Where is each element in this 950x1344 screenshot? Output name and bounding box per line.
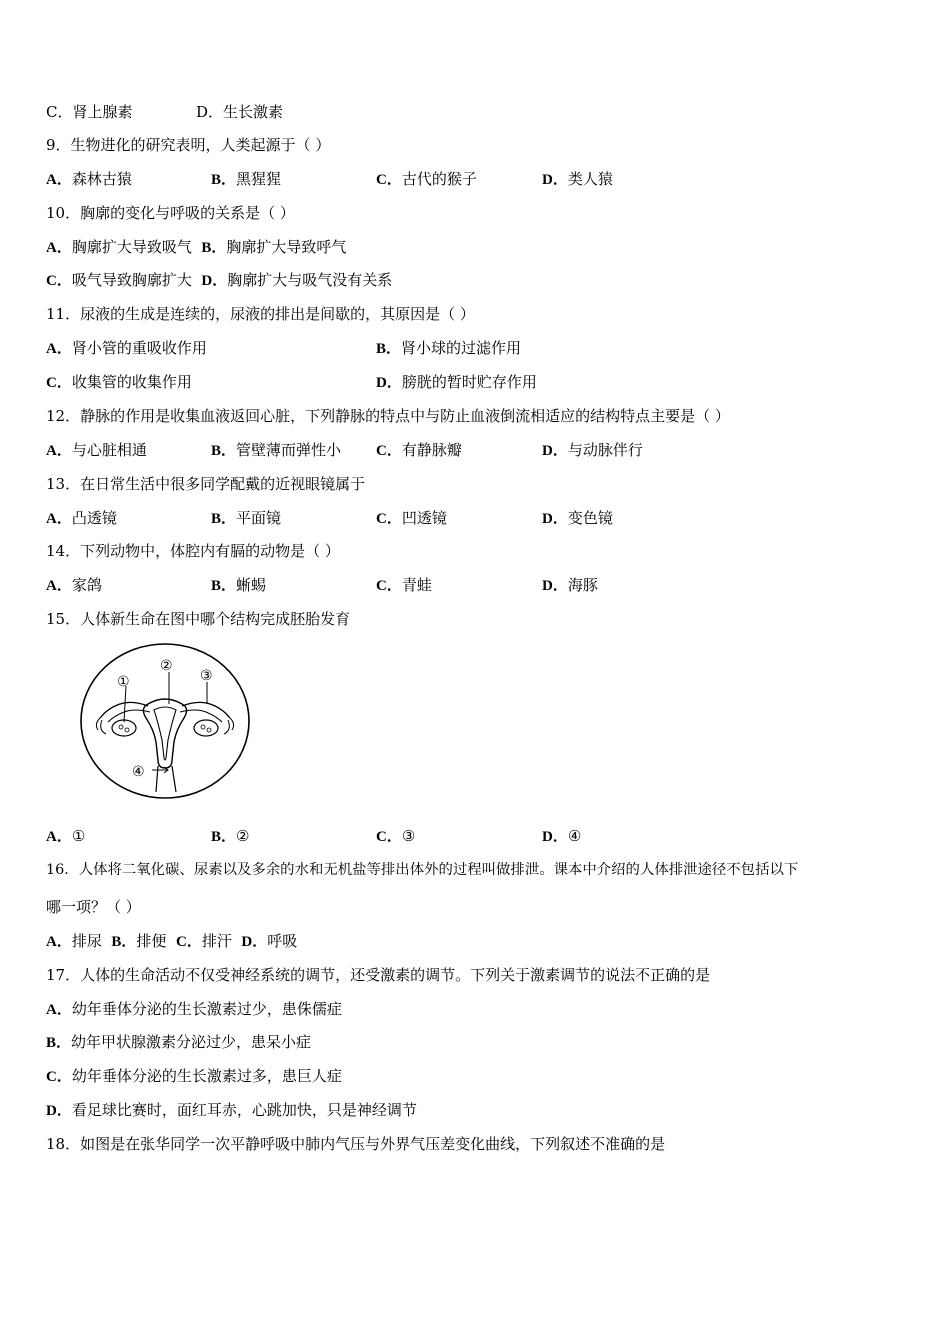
diagram-label-3: ③ xyxy=(200,668,213,684)
q17-option-a: A．幼年垂体分泌的生长激素过少，患侏儒症 xyxy=(46,1000,342,1018)
q10-stem: 10．胸廓的变化与呼吸的关系是（ ） xyxy=(46,204,295,222)
q11-option-d: D．膀胱的暂时贮存作用 xyxy=(376,373,537,391)
q15-stem: 15．人体新生命在图中哪个结构完成胚胎发育 xyxy=(46,610,351,628)
q17-option-b: B．幼年甲状腺激素分泌过少，患呆小症 xyxy=(46,1033,312,1051)
q10-option-row1: A．胸廓扩大导致吸气 B．胸廓扩大导致呼气 xyxy=(46,238,347,256)
q11-option-a: A．肾小管的重吸收作用 xyxy=(46,339,207,357)
q14-option-d: D．海豚 xyxy=(542,576,598,594)
q13-option-a: A．凸透镜 xyxy=(46,509,117,527)
q12-option-a: A．与心脏相通 xyxy=(46,441,147,459)
diagram-label-2: ② xyxy=(160,658,173,674)
q9-option-c: C．古代的猴子 xyxy=(376,170,477,188)
q13-option-b: B．平面镜 xyxy=(211,509,282,527)
q15-option-d: D．④ xyxy=(542,827,582,845)
q13-option-c: C．凹透镜 xyxy=(376,509,447,527)
q14-option-a: A．家鸽 xyxy=(46,576,102,594)
q15-option-a: A．① xyxy=(46,827,86,845)
q15-option-c: C．③ xyxy=(376,827,416,845)
q16-stem-line1: 16．人体将二氧化碳、尿素以及多余的水和无机盐等排出体外的过程叫做排泄。课本中介绍的人体排泄途径不包括以下 xyxy=(46,862,799,878)
q9-stem: 9．生物进化的研究表明，人类起源于（ ） xyxy=(46,136,331,154)
q17-option-d: D．看足球比赛时，面红耳赤，心跳加快，只是神经调节 xyxy=(46,1101,417,1119)
q10-option-row2: C．吸气导致胸廓扩大 D．胸廓扩大与吸气没有关系 xyxy=(46,271,393,289)
q12-option-c: C．有静脉瓣 xyxy=(376,441,462,459)
q16-stem-line2: 哪一项？（ ） xyxy=(46,898,141,916)
q18-stem: 18．如图是在张华同学一次平静呼吸中肺内气压与外界气压差变化曲线，下列叙述不准确的是 xyxy=(46,1135,666,1153)
q12-stem: 12．静脉的作用是收集血液返回心脏，下列静脉的特点中与防止血液倒流相适应的结构特点主要是（ ） xyxy=(46,407,730,425)
q13-stem: 13．在日常生活中很多同学配戴的近视眼镜属于 xyxy=(46,475,366,493)
diagram-label-4: ④ xyxy=(132,764,145,780)
q12-option-b: B．管壁薄而弹性小 xyxy=(211,441,342,459)
q12-option-d: D．与动脉伴行 xyxy=(542,441,643,459)
q8-option-d: D．生长激素 xyxy=(196,103,284,121)
q14-option-b: B．蜥蜴 xyxy=(211,576,267,594)
q17-stem: 17．人体的生命活动不仅受神经系统的调节，还受激素的调节。下列关于激素调节的说法不正确的是 xyxy=(46,966,711,984)
q9-option-d: D．类人猿 xyxy=(542,170,613,188)
q11-stem: 11．尿液的生成是连续的，尿液的排出是间歇的，其原因是（ ） xyxy=(46,305,475,323)
q8-option-c: C．肾上腺素 xyxy=(46,103,133,121)
q14-option-c: C．青蛙 xyxy=(376,576,432,594)
q15-option-b: B．② xyxy=(211,827,250,845)
q17-option-c: C．幼年垂体分泌的生长激素过多，患巨人症 xyxy=(46,1067,342,1085)
q13-option-d: D．变色镜 xyxy=(542,509,613,527)
diagram-label-1: ① xyxy=(117,674,130,690)
q14-stem: 14．下列动物中，体腔内有膈的动物是（ ） xyxy=(46,542,340,560)
uterus-diagram xyxy=(80,642,250,802)
q11-option-b: B．肾小球的过滤作用 xyxy=(376,339,522,357)
q9-option-b: B．黑猩猩 xyxy=(211,170,282,188)
q11-option-c: C．收集管的收集作用 xyxy=(46,373,192,391)
q16-options: A．排尿 B．排便 C．排汗 D．呼吸 xyxy=(46,932,298,950)
q9-option-a: A．森林古猿 xyxy=(46,170,132,188)
